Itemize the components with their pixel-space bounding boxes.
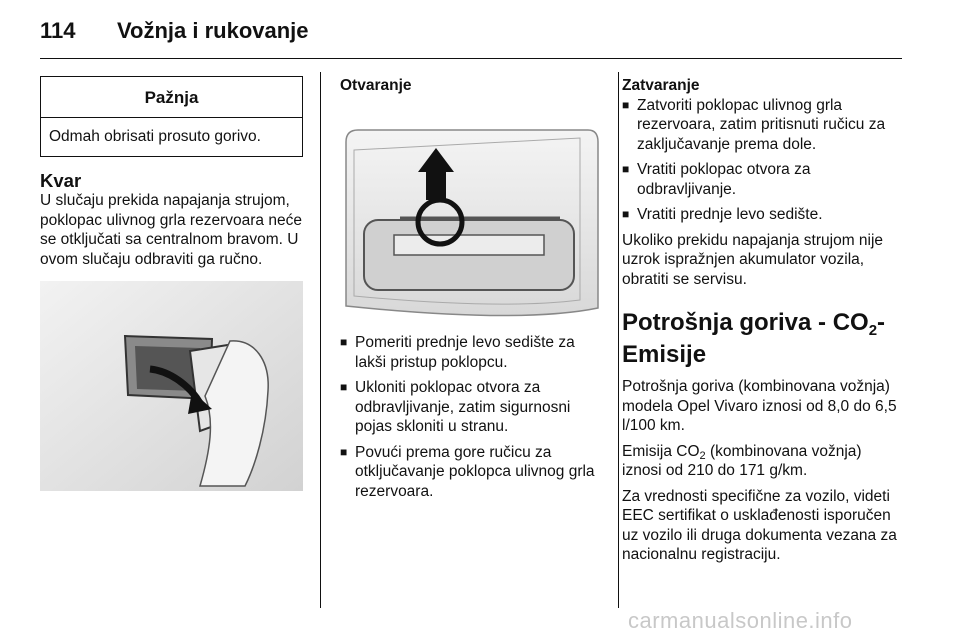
page-number: 114 [40,18,76,43]
service-note: Ukoliko prekidu napajanja strujom nije uzrok ispražnjen akumulator vozila, obratiti se servisu. [622,231,884,288]
warning-box [40,76,303,157]
watermark: carmanualsonline.info [628,608,853,633]
emission-text-a: Emisija CO [622,442,700,460]
list-item: ■ Povući prema gore ručicu za otključavanje poklopca ulivnog grla rezervoara. [340,443,602,502]
zatvaranje-steps [622,96,904,225]
section-title-part-a: Potrošnja goriva - CO [622,309,869,336]
emission-text-b: (kombinovana vožnja) iznosi od 210 do 171 g/km. [622,442,862,479]
list-item: ■ Pomeriti prednje levo sedište za lakši pristup poklopcu. [340,333,602,372]
section-title-line2: Emisije [622,341,707,368]
list-item: ■ Ukloniti poklopac otvora za odbravljivanje, zatim sigurnosni pojas skloniti u stranu. [340,378,602,437]
page-header [40,18,902,54]
column-1 [40,76,303,497]
column-3 [622,76,904,565]
emission-subscript: 2 [699,449,706,462]
otvaranje-heading: Otvaranje [340,77,412,94]
otvaranje-steps [340,333,602,501]
kvar-text: U slučaju prekida napajanja strujom, poklopac ulivnog grla rezervoara neće se otključati sa centralnom bravom. U ovom slučaju odbraviti ga ručno. [40,192,302,268]
warning-text: Odmah obrisati prosuto gorivo. [49,127,261,145]
column-divider-1 [320,72,321,608]
header-rule [40,58,902,59]
warning-title: Pažnja [41,77,302,118]
page-title: Vožnja i rukovanje [117,18,309,43]
kvar-heading: Kvar [40,170,82,191]
emission-text [622,442,904,481]
section-title-subscript: 2 [868,322,878,339]
list-item: ■ Vratiti prednje levo sedište. [622,205,904,225]
release-lever-illustration [340,110,602,318]
consumption-text: Potrošnja goriva (kombinovana vožnja) modela Opel Vivaro iznosi od 8,0 do 6,5 l/100 km. [622,378,897,434]
column-2 [340,76,602,507]
section-title-part-b: - [877,309,886,336]
list-item: ■ Vratiti poklopac otvora za odbravljivanje. [622,160,904,199]
zatvaranje-heading: Zatvaranje [622,77,700,94]
section-title [622,307,904,371]
fuel-flap-release-illustration [40,281,303,491]
certificate-text: Za vrednosti specifične za vozilo, videti EEC sertifikat o usklađenosti isporučen uz vozilo ili druga dokumenta vezana za nacionalnu registraciju. [622,487,897,563]
list-item: ■ Zatvoriti poklopac ulivnog grla rezervoara, zatim pritisnuti ručicu za zaključavanje prema dole. [622,96,904,155]
column-divider-2 [618,72,619,608]
